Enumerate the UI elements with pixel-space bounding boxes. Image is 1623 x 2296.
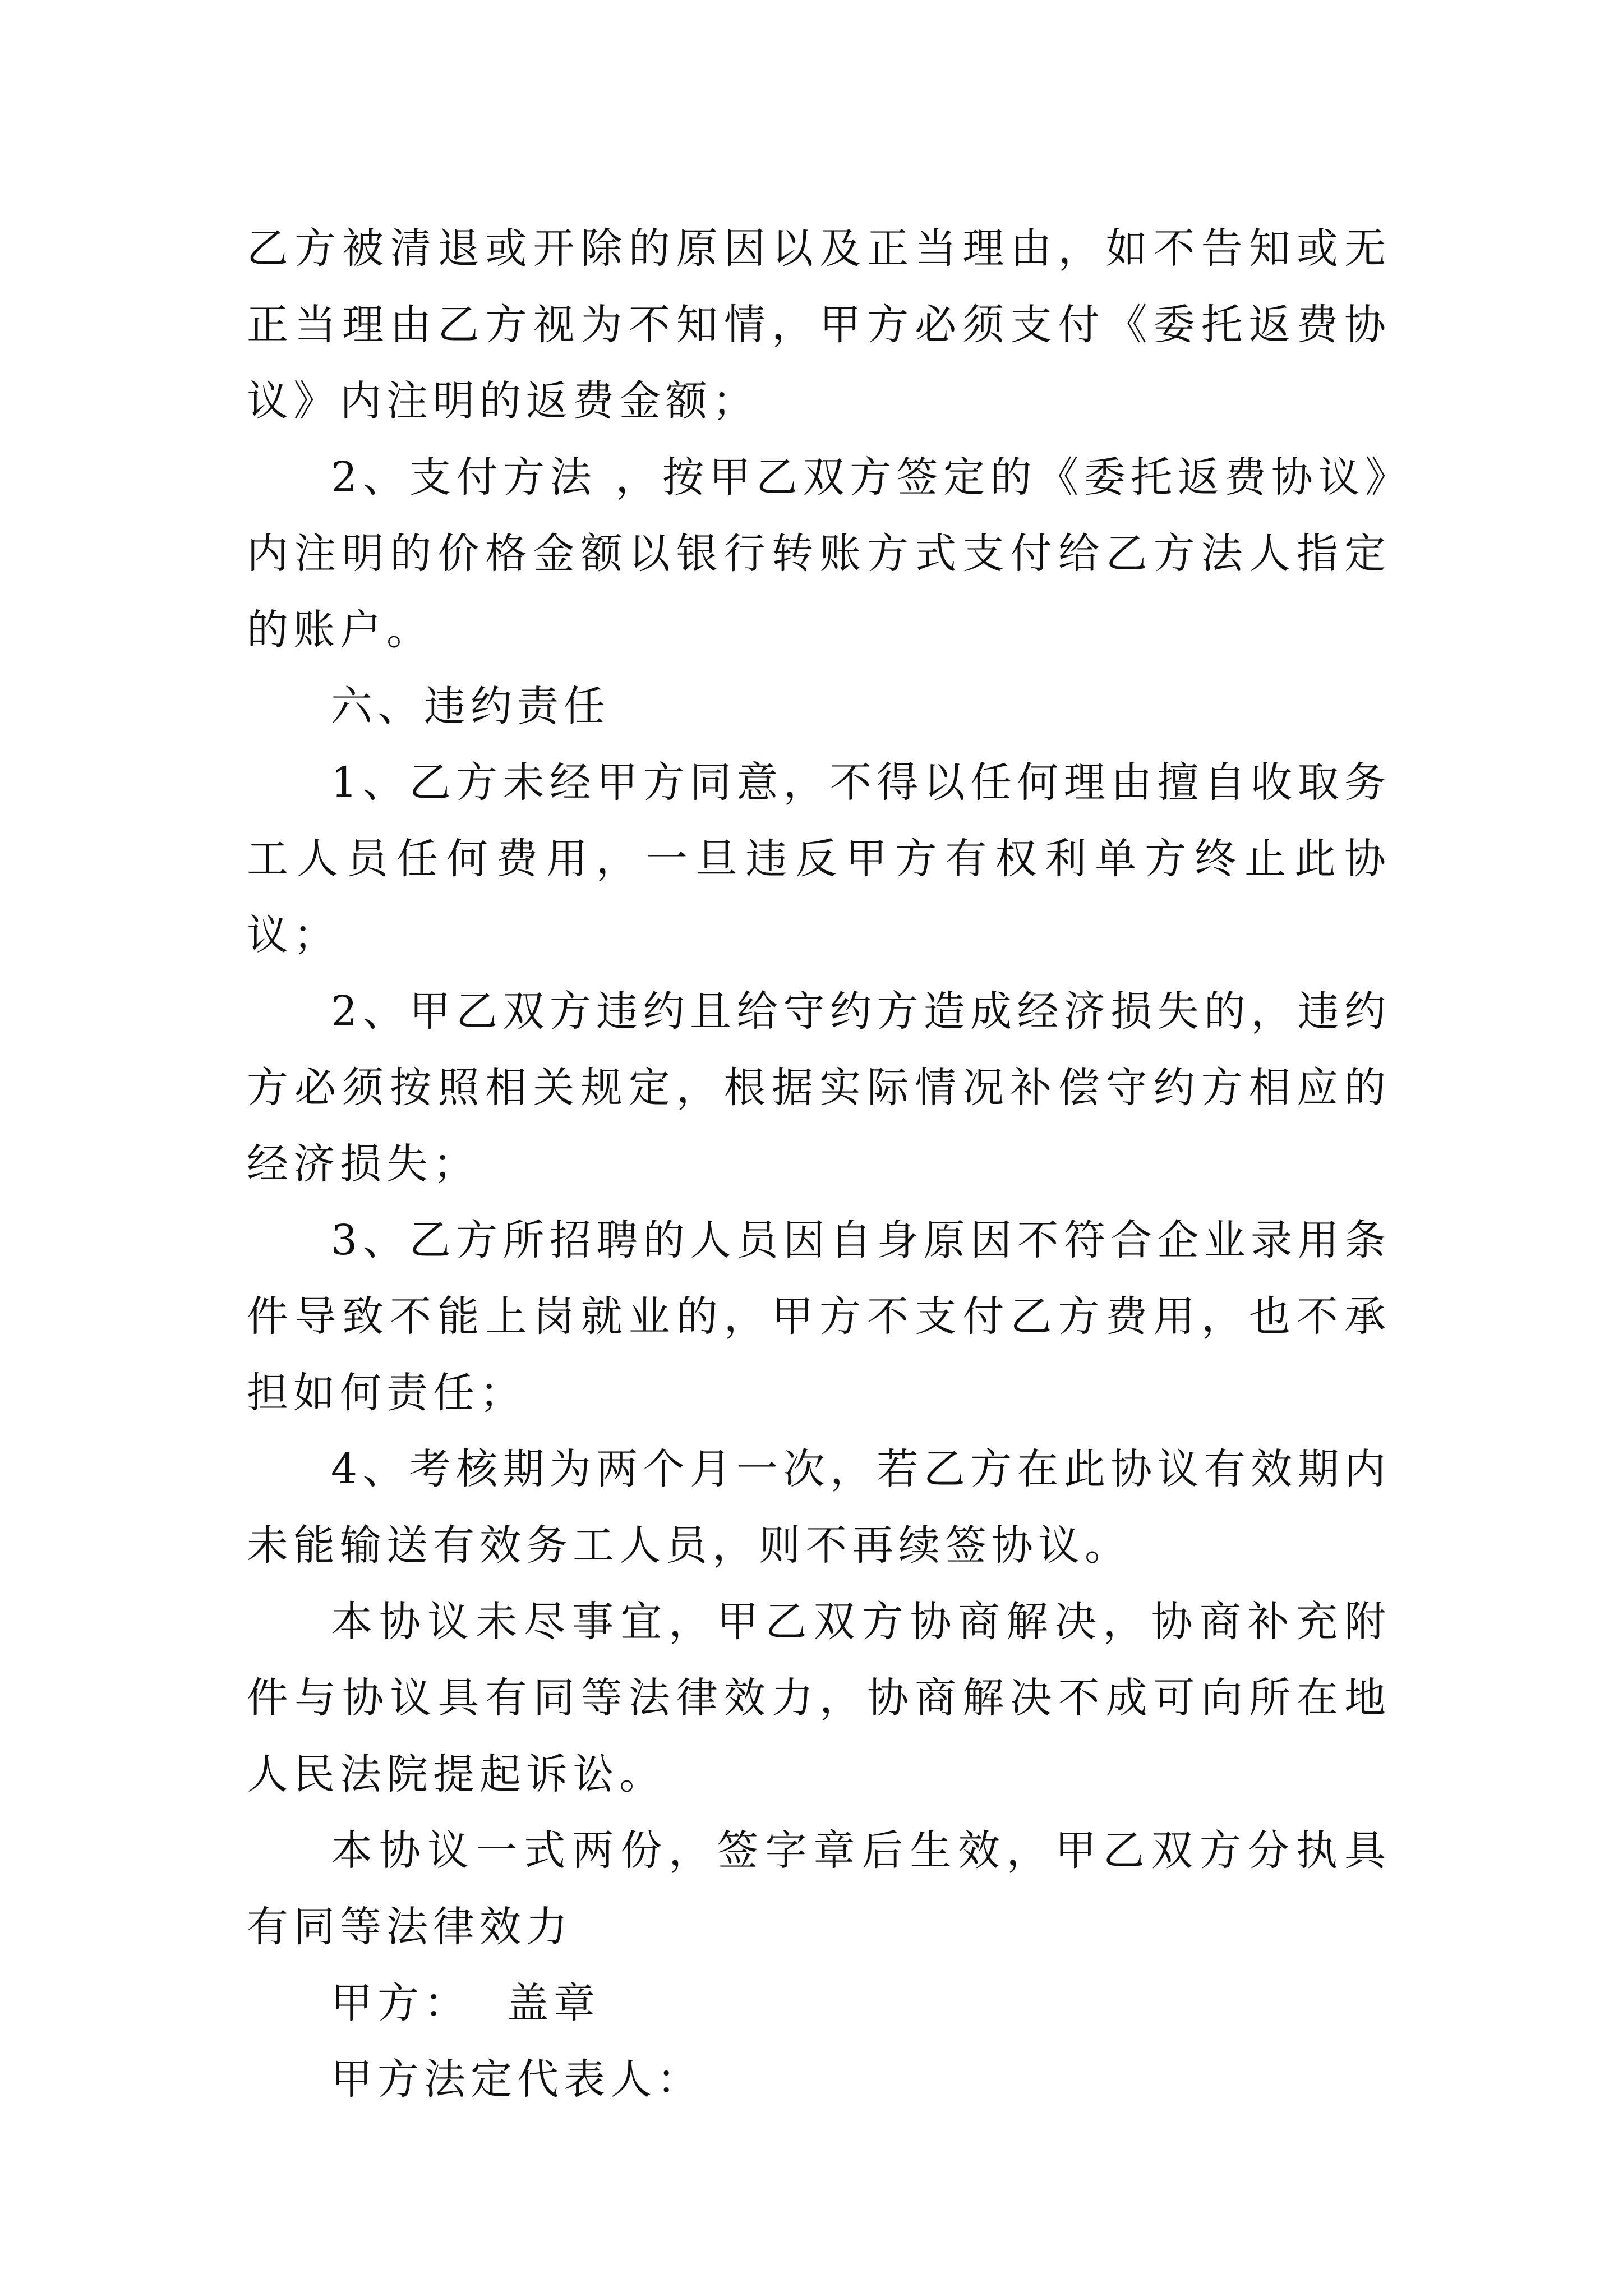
document-body [247, 210, 1391, 2118]
paragraph-unresolved-matters: 本协议未尽事宜，甲乙双方协商解决，协商补充附件与协议具有同等法律效力，协商解决不成可向所在地人民法院提起诉讼。 [247, 1598, 1391, 1798]
paragraph-breach-clause-1: 1、乙方未经甲方同意，不得以任何理由擅自收取务工人员任何费用，一旦违反甲方有权利单方终止此协议； [247, 758, 1391, 959]
section-heading-breach-liability: 六、违约责任 [331, 682, 610, 730]
paragraph-termination-reason: 乙方被清退或开除的原因以及正当理由，如不告知或无正当理由乙方视为不知情，甲方必须支付《委托返费协议》内注明的返费金额； [247, 224, 1391, 425]
paragraph-breach-clause-2: 2、甲乙双方违约且给守约方造成经济损失的，违约方必须按照相关规定，根据实际情况补偿守约方相应的经济损失； [247, 987, 1391, 1188]
paragraph-payment-method: 2、支付方法 ，按甲乙双方签定的《委托返费协议》内注明的价格金额以银行转账方式支付给乙方法人指定的账户。 [247, 453, 1391, 654]
paragraph-copies-validity: 本协议一式两份，签字章后生效，甲乙双方分执具有同等法律效力 [247, 1826, 1391, 1951]
paragraph-breach-clause-4: 4、考核期为两个月一次，若乙方在此协议有效期内未能输送有效务工人员，则不再续签协议。 [247, 1445, 1391, 1570]
signature-party-a-seal: 甲方： 盖章 [331, 1979, 601, 2027]
paragraph-breach-clause-3: 3、乙方所招聘的人员因自身原因不符合企业录用条件导致不能上岗就业的，甲方不支付乙方费用，也不承担如何责任； [247, 1216, 1391, 1417]
signature-party-a-legal-representative: 甲方法定代表人： [331, 2055, 703, 2104]
